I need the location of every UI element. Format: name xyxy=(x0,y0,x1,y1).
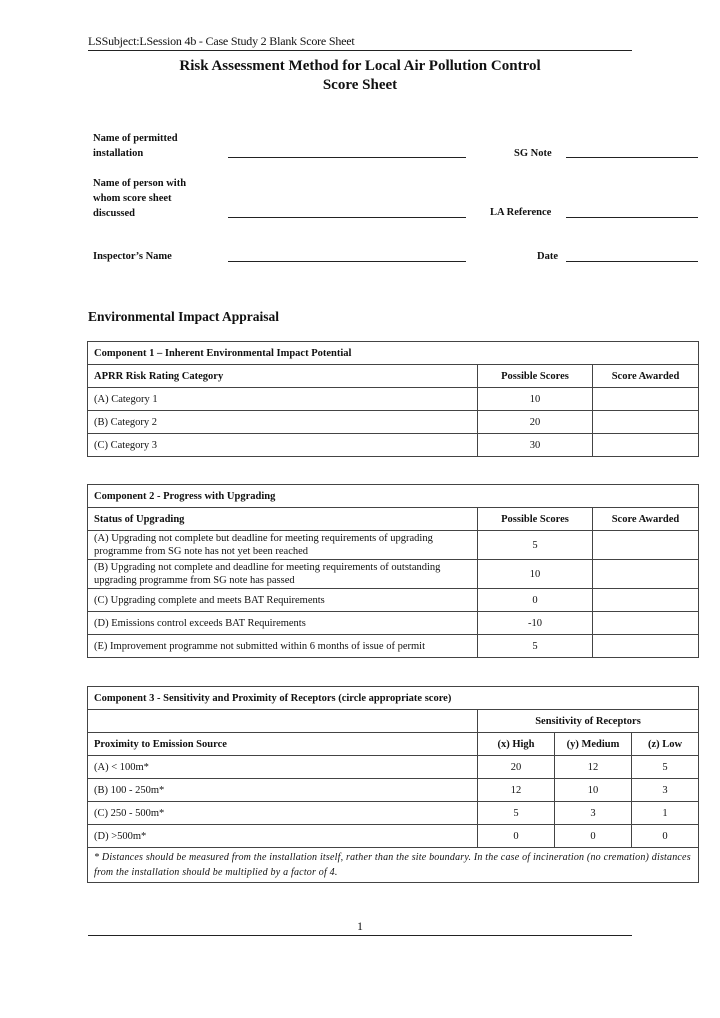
row-label: (C) 250 - 500m* xyxy=(88,802,478,825)
score-low[interactable]: 5 xyxy=(632,756,699,779)
person-label-line1: Name of person with xyxy=(93,178,187,189)
row-label: (B) Category 2 xyxy=(88,411,478,434)
row-label: (B) Upgrading not complete and deadline for meeting requirements of outstanding upgrading programme from SG note has passed xyxy=(88,560,478,589)
component1-col-awarded: Score Awarded xyxy=(593,365,699,388)
installation-label xyxy=(93,131,178,161)
row-label: (A) < 100m* xyxy=(88,756,478,779)
component1-col-possible: Possible Scores xyxy=(478,365,593,388)
possible-score: 0 xyxy=(478,589,593,612)
component2-title: Component 2 - Progress with Upgrading xyxy=(88,485,699,508)
component2-col-possible: Possible Scores xyxy=(478,508,593,531)
sg-note-label: SG Note xyxy=(514,148,552,159)
score-low[interactable]: 0 xyxy=(632,825,699,848)
score-awarded-cell[interactable] xyxy=(593,589,699,612)
table-row xyxy=(88,635,699,658)
score-awarded-cell[interactable] xyxy=(593,411,699,434)
possible-score: 10 xyxy=(478,388,593,411)
table-row xyxy=(88,612,699,635)
score-awarded-cell[interactable] xyxy=(593,388,699,411)
score-awarded-cell[interactable] xyxy=(593,531,699,560)
installation-field[interactable] xyxy=(228,157,466,158)
component2-col-status: Status of Upgrading xyxy=(88,508,478,531)
table-row xyxy=(88,589,699,612)
score-medium[interactable]: 10 xyxy=(555,779,632,802)
footer-rule xyxy=(88,935,632,936)
component3-title: Component 3 - Sensitivity and Proximity of Receptors (circle appropriate score) xyxy=(88,687,699,710)
component2-table xyxy=(87,484,699,658)
component3-col-low: (z) Low xyxy=(632,733,699,756)
row-label: (E) Improvement programme not submitted within 6 months of issue of permit xyxy=(88,635,478,658)
component3-col-medium: (y) Medium xyxy=(555,733,632,756)
score-low[interactable]: 1 xyxy=(632,802,699,825)
component3-col-proximity: Proximity to Emission Source xyxy=(88,733,478,756)
possible-score: 5 xyxy=(478,635,593,658)
row-label: (D) >500m* xyxy=(88,825,478,848)
distance-footnote: * Distances should be measured from the installation itself, rather than the site boundary. In the case of incineration (no cremation) distances from the installation should be multiplied by a factor of 4. xyxy=(88,848,699,883)
table-row xyxy=(88,434,699,457)
row-label: (D) Emissions control exceeds BAT Requirements xyxy=(88,612,478,635)
component2-col-awarded: Score Awarded xyxy=(593,508,699,531)
row-label: (A) Category 1 xyxy=(88,388,478,411)
inspector-label: Inspector’s Name xyxy=(93,251,172,262)
table-row xyxy=(88,411,699,434)
possible-score: 5 xyxy=(478,531,593,560)
person-label xyxy=(93,176,186,221)
row-label: (C) Category 3 xyxy=(88,434,478,457)
person-label-line2: whom score sheet xyxy=(93,193,172,204)
score-medium[interactable]: 3 xyxy=(555,802,632,825)
possible-score: -10 xyxy=(478,612,593,635)
component3-col-high: (x) High xyxy=(478,733,555,756)
score-high[interactable]: 12 xyxy=(478,779,555,802)
component1-table xyxy=(87,341,699,457)
score-medium[interactable]: 0 xyxy=(555,825,632,848)
table-row xyxy=(88,560,699,589)
score-low[interactable]: 3 xyxy=(632,779,699,802)
component3-blank-cell xyxy=(88,710,478,733)
la-reference-field[interactable] xyxy=(566,217,698,218)
score-awarded-cell[interactable] xyxy=(593,434,699,457)
row-label: (A) Upgrading not complete but deadline for meeting requirements of upgrading programme from SG note has not yet been reached xyxy=(88,531,478,560)
component3-sensitivity-header: Sensitivity of Receptors xyxy=(478,710,699,733)
sg-note-field[interactable] xyxy=(566,157,698,158)
component3-table xyxy=(87,686,699,883)
document-subtitle: Score Sheet xyxy=(322,77,398,93)
score-high[interactable]: 0 xyxy=(478,825,555,848)
installation-label-line1: Name of permitted xyxy=(93,133,178,144)
row-label: (B) 100 - 250m* xyxy=(88,779,478,802)
table-row xyxy=(88,802,699,825)
score-medium[interactable]: 12 xyxy=(555,756,632,779)
document-title: Risk Assessment Method for Local Air Pollution Control xyxy=(179,58,541,74)
score-high[interactable]: 20 xyxy=(478,756,555,779)
table-row xyxy=(88,531,699,560)
section-title: Environmental Impact Appraisal xyxy=(88,309,280,324)
score-awarded-cell[interactable] xyxy=(593,560,699,589)
possible-score: 10 xyxy=(478,560,593,589)
la-reference-label: LA Reference xyxy=(490,207,552,218)
table-row xyxy=(88,388,699,411)
table-row xyxy=(88,756,699,779)
person-field[interactable] xyxy=(228,217,466,218)
possible-score: 30 xyxy=(478,434,593,457)
possible-score: 20 xyxy=(478,411,593,434)
component1-col-category: APRR Risk Rating Category xyxy=(88,365,478,388)
page-number: 1 xyxy=(357,919,363,933)
date-field[interactable] xyxy=(566,261,698,262)
score-high[interactable]: 5 xyxy=(478,802,555,825)
score-awarded-cell[interactable] xyxy=(593,635,699,658)
component1-title: Component 1 – Inherent Environmental Impact Potential xyxy=(88,342,699,365)
table-row xyxy=(88,779,699,802)
table-row xyxy=(88,825,699,848)
inspector-field[interactable] xyxy=(228,261,466,262)
row-label: (C) Upgrading complete and meets BAT Requirements xyxy=(88,589,478,612)
page-header: LSSubject:LSession 4b - Case Study 2 Blank Score Sheet xyxy=(88,34,632,51)
date-label: Date xyxy=(537,251,558,262)
person-label-line3: discussed xyxy=(93,208,136,219)
score-awarded-cell[interactable] xyxy=(593,612,699,635)
installation-label-line2: installation xyxy=(93,148,144,159)
